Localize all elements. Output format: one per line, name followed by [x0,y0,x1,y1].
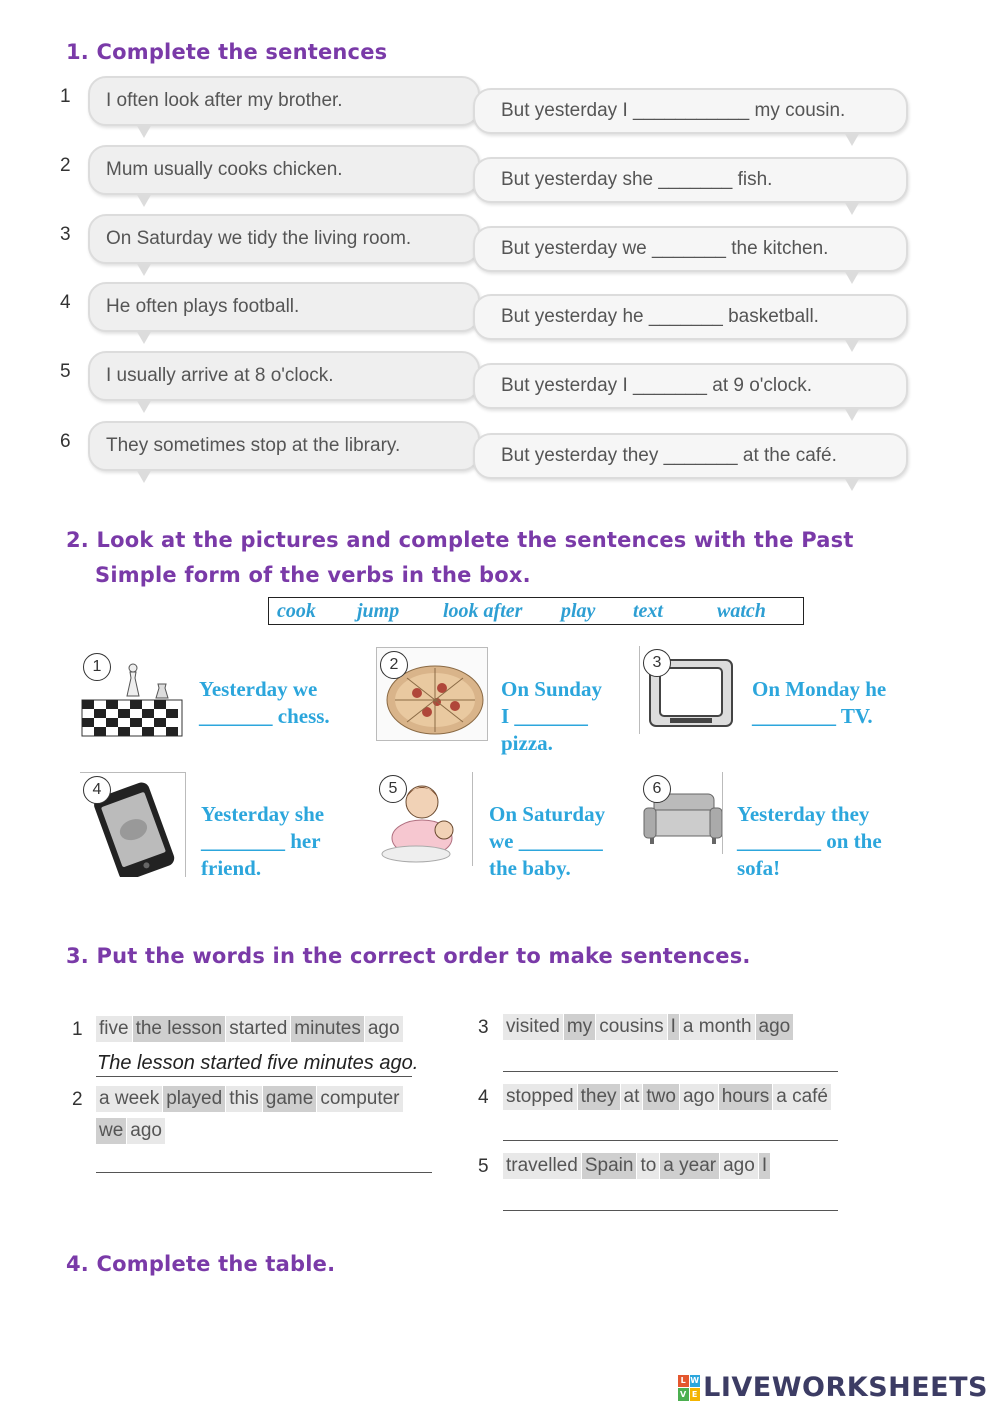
word-tile: we [96,1118,126,1144]
speech-bubble-left: I often look after my brother. [88,76,480,126]
picture-6-text [737,801,882,882]
word-jump: jump [357,599,400,622]
word-tile: ago [127,1118,165,1144]
word-row-2 [96,1086,404,1112]
picture-4-text [201,801,324,882]
text-line: On Sunday [501,677,602,701]
item-number: 4 [478,1087,489,1108]
picture-5 [376,772,473,866]
logo-icon: L W V E [680,1376,700,1399]
word-look-after: look after [443,599,523,622]
picture-number: 4 [83,776,111,804]
speech-bubble-right[interactable]: But yesterday I ___________ my cousin. [473,88,908,134]
word-tile: ago [720,1153,758,1179]
speech-bubble-left: Mum usually cooks chicken. [88,145,480,195]
text-line: On Monday he [752,677,887,701]
text-line: _______ chess. [199,704,330,728]
text-line: Yesterday she [201,802,325,826]
picture-number: 2 [380,651,408,679]
word-tile: computer [317,1086,402,1112]
speech-bubble-right[interactable]: But yesterday he _______ basketball. [473,294,908,340]
speech-bubble-right[interactable]: But yesterday I _______ at 9 o'clock. [473,363,908,409]
picture-5-text [489,801,605,882]
word-tile: two [643,1084,679,1110]
picture-number: 3 [643,649,671,677]
word-box [268,597,804,625]
picture-1-text [199,676,330,730]
word-play: play [561,599,596,622]
word-tile: stopped [503,1084,577,1110]
text-line: ________ TV. [752,704,873,728]
text-line: ________ on the [737,829,882,853]
text-line: we ________ [489,829,603,853]
section2-heading-line2: Simple form of the verbs in the box. [95,563,531,587]
item-number: 2 [60,155,71,176]
word-tile: this [226,1086,262,1112]
word-watch: watch [717,599,766,622]
section4-heading: 4. Complete the table. [66,1252,336,1276]
picture-2 [376,647,488,741]
picture-4 [80,772,186,877]
speech-bubble-left: On Saturday we tidy the living room. [88,214,480,264]
word-tile: hours [719,1084,773,1110]
picture-1 [80,650,183,738]
section1-heading: 1. Complete the sentences [66,40,388,64]
word-tile: my [564,1014,595,1040]
answer-line-5[interactable] [503,1210,838,1211]
word-row-5 [503,1153,771,1179]
logo-text: LIVEWORKSHEETS [703,1372,988,1403]
word-tile: travelled [503,1153,581,1179]
word-tile: a month [680,1014,755,1040]
text-line: sofa! [737,856,781,880]
word-tile: a café [773,1084,831,1110]
item-number: 5 [60,361,71,382]
picture-6 [640,772,723,854]
word-tile: played [163,1086,225,1112]
picture-3 [639,646,738,734]
item-number: 1 [72,1019,83,1040]
word-tile: started [226,1016,290,1042]
word-tile: a year [660,1153,719,1179]
speech-bubble-left: They sometimes stop at the library. [88,421,480,471]
section3-heading: 3. Put the words in the correct order to make sentences. [66,944,751,968]
speech-bubble-right[interactable]: But yesterday we _______ the kitchen. [473,226,908,272]
word-tile: game [263,1086,317,1112]
liveworksheets-logo [678,1372,988,1403]
picture-2-text [501,676,602,757]
word-cook: cook [277,599,316,622]
word-tile: a week [96,1086,162,1112]
item-number: 3 [478,1017,489,1038]
speech-bubble-left: He often plays football. [88,282,480,332]
word-tile: they [578,1084,620,1110]
picture-number: 6 [643,775,671,803]
word-tile: visited [503,1014,563,1040]
item-number: 3 [60,224,71,245]
text-line: Yesterday we [199,677,318,701]
word-tile: I [668,1014,679,1040]
word-tile: at [621,1084,643,1110]
answer-line-1 [96,1076,412,1077]
word-tile: ago [365,1016,403,1042]
answer-line-4[interactable] [503,1140,838,1141]
answer-line-3[interactable] [503,1071,838,1072]
word-row-4 [503,1084,832,1110]
picture-3-text [752,676,886,730]
text-line: ________ her [201,829,321,853]
text-line: the baby. [489,856,571,880]
speech-bubble-right[interactable]: But yesterday she _______ fish. [473,157,908,203]
picture-number: 5 [379,775,407,803]
section2-heading-line1: 2. Look at the pictures and complete the sentences with the Past [66,528,854,552]
word-row-2b [96,1118,166,1144]
text-line: Yesterday they [737,802,870,826]
word-tile: five [96,1016,132,1042]
speech-bubble-left: I usually arrive at 8 o'clock. [88,351,480,401]
word-tile: the lesson [133,1016,226,1042]
word-tile: minutes [291,1016,364,1042]
word-tile: ago [680,1084,718,1110]
word-tile: I [759,1153,770,1179]
word-tile: ago [756,1014,794,1040]
answer-line-2[interactable] [96,1172,432,1173]
text-line: I _______ [501,704,588,728]
word-row-1 [96,1016,404,1042]
word-tile: Spain [582,1153,637,1179]
item-number: 1 [60,86,71,107]
example-answer: The lesson started five minutes ago. [97,1052,419,1074]
word-row-3 [503,1014,794,1040]
word-tile: cousins [596,1014,666,1040]
text-line: friend. [201,856,262,880]
item-number: 4 [60,292,71,313]
text-line: On Saturday [489,802,606,826]
speech-bubble-right[interactable]: But yesterday they _______ at the café. [473,433,908,479]
word-tile: to [637,1153,659,1179]
picture-number: 1 [83,653,111,681]
text-line: pizza. [501,731,553,755]
item-number: 6 [60,431,71,452]
word-text: text [633,599,663,622]
item-number: 2 [72,1089,83,1110]
item-number: 5 [478,1156,489,1177]
